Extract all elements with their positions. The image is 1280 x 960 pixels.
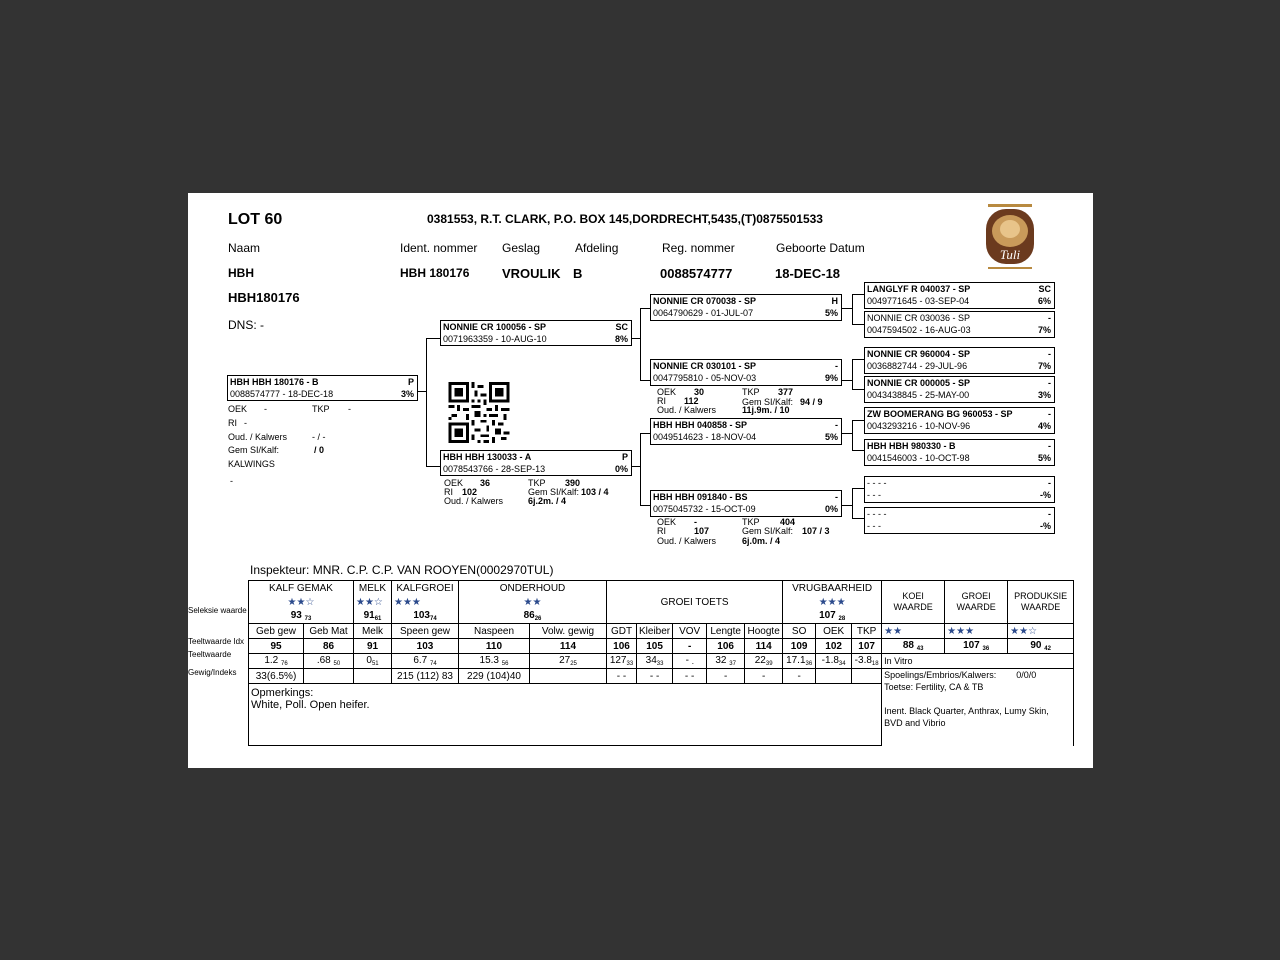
ggp-code: -	[1048, 441, 1051, 451]
animal-tkp-val: -	[348, 404, 351, 414]
animal-ri-label: RI	[228, 418, 237, 428]
grandparent-line2: 0049514623 - 18-NOV-04	[653, 432, 757, 442]
tw-cell: $34_{33}$	[637, 654, 673, 669]
tw-cell: $17.1_{36}$	[783, 654, 816, 669]
ggp-code: -	[1048, 378, 1051, 388]
idx-cell: 106	[607, 639, 637, 654]
reg-value: 0088574777	[660, 266, 733, 281]
gp4-tkp-label: TKP	[742, 517, 760, 527]
tw-cell: $27_{25}$	[530, 654, 607, 669]
grandparent-code: -	[835, 420, 838, 430]
header-tkp: TKP	[852, 624, 882, 639]
ggp-title: ZW BOOMERANG BG 960053 - SP	[867, 409, 1013, 419]
ggp-code: -	[1048, 313, 1051, 323]
header-geb-gew: Geb gew	[249, 624, 304, 639]
idx-produksie: 90 $_{42}$	[1008, 639, 1074, 654]
gp4-gem-label: Gem SI/Kalf:	[742, 526, 794, 536]
grandparent-code: -	[835, 492, 838, 502]
gp2-oek-label: OEK	[657, 387, 677, 397]
animal-gem-label: Gem SI/Kalf:	[228, 445, 280, 455]
gp2-oud-val: 11j.9m. / 10	[742, 405, 790, 415]
sire-code: SC	[615, 322, 628, 332]
header-volw-gewig: Volw. gewig	[530, 624, 607, 639]
grandparent-pct: 5%	[824, 308, 838, 318]
breed-logo	[983, 199, 1037, 274]
idx-cell: 114	[745, 639, 783, 654]
gp2-oud-label: Oud. / Kalwers	[657, 405, 717, 415]
ggp-title: NONNIE CR 960004 - SP	[867, 349, 971, 359]
stars-kalfgroei: ★★★	[392, 595, 459, 609]
grandparent-box-3	[650, 418, 842, 445]
tw-cell: 32 $_{37}$	[707, 654, 745, 669]
great-grandparent-box-8	[864, 507, 1055, 534]
grandparent-line2: 0075045732 - 15-OCT-09	[653, 504, 756, 514]
ggp-pct: 6%	[1037, 296, 1051, 306]
animal-ri-val: -	[244, 418, 247, 428]
header-geb-mat: Geb Mat	[304, 624, 354, 639]
dam-ri-val: 102	[462, 487, 478, 497]
header-naspeen: Naspeen	[459, 624, 530, 639]
animal-oud-label: Oud. / Kalwers	[228, 432, 288, 442]
gp4-oud-val: 6j.0m. / 4	[742, 536, 781, 546]
gew-cell: - -	[637, 669, 673, 684]
qr-code	[448, 382, 510, 443]
label-geslag: Geslag	[502, 241, 541, 255]
sel-kalfgroei: $103_{74}$	[392, 609, 459, 624]
grandparent-line2: 0047795810 - 05-NOV-03	[653, 373, 757, 383]
ggp-line2: 0036882744 - 29-JUL-96	[867, 361, 968, 371]
animal-pedigree-box	[227, 375, 418, 401]
great-grandparent-box-1	[864, 282, 1055, 309]
group-kalf-gemak: KALF GEMAK	[249, 581, 354, 596]
idx-cell: 106	[707, 639, 745, 654]
gp2-oek-val: 30	[694, 387, 705, 397]
gp2-tkp-label: TKP	[742, 387, 760, 397]
dns: DNS: -	[228, 318, 264, 332]
gew-cell	[852, 669, 882, 684]
sire-pct: 8%	[614, 334, 628, 344]
idx-cell: 105	[637, 639, 673, 654]
tw-cell: $127_{33}$	[607, 654, 637, 669]
grandparent-pct: 5%	[824, 432, 838, 442]
dam-pct: 0%	[614, 464, 628, 474]
tw-cell: - $_-$	[673, 654, 707, 669]
row-label-teeltwaarde: Teeltwaarde	[188, 650, 232, 659]
group-produksie-waarde: PRODUKSIE WAARDE	[1008, 581, 1074, 624]
tw-cell: $-3.8_{18}$	[852, 654, 882, 669]
idx-koei: 88 $_{43}$	[882, 639, 945, 654]
gp4-oek-val: -	[694, 517, 697, 527]
dam-ri-label: RI	[444, 487, 453, 497]
ident-value: HBH 180176	[400, 266, 470, 280]
header-oek: OEK	[816, 624, 852, 639]
ggp-title: NONNIE CR 000005 - SP	[867, 378, 971, 388]
sel-vrug: 107 $_{28}$	[783, 609, 882, 624]
gew-cell	[816, 669, 852, 684]
gp4-gem-val: 107 / 3	[802, 526, 830, 536]
idx-cell: 103	[392, 639, 459, 654]
name-line1: HBH	[228, 266, 254, 280]
idx-cell: 102	[816, 639, 852, 654]
gew-cell: - -	[607, 669, 637, 684]
ggp-title: LANGLYF R 040037 - SP	[867, 284, 971, 294]
owner-details: 0381553, R.T. CLARK, P.O. BOX 145,DORDRECHT,5435,(T)0875501533	[427, 212, 823, 226]
ggp-line2: 0049771645 - 03-SEP-04	[867, 296, 970, 306]
gew-cell: -	[707, 669, 745, 684]
gp2-ri-label: RI	[657, 396, 666, 406]
dam-title: HBH HBH 130033 - A	[443, 452, 532, 462]
grandparent-title: HBH HBH 040858 - SP	[653, 420, 748, 430]
inspector: Inspekteur: MNR. C.P. C.P. VAN ROOYEN(0002970TUL)	[250, 563, 554, 577]
dam-oud-label: Oud. / Kalwers	[444, 496, 504, 506]
gew-cell: 215 (112) 83	[392, 669, 459, 684]
label-afdeling: Afdeling	[575, 241, 619, 255]
ggp-pct: 7%	[1037, 325, 1051, 335]
ggp-pct: -%	[1040, 490, 1051, 500]
stars-onderhoud: ★★	[459, 595, 607, 609]
ggp-code: -	[1048, 478, 1051, 488]
repro-notes: Spoelings/Embrios/Kalwers: 0/0/0 Toetse: Fertility, CA & TB Inent. Black Quarter, Anthrax, Lumy Skin, BVD and Vibrio	[882, 669, 1074, 746]
dam-gem-label: Gem SI/Kalf:	[528, 487, 580, 497]
gew-cell: -	[783, 669, 816, 684]
gew-cell	[304, 669, 354, 684]
gew-cell	[354, 669, 392, 684]
auction-lot-sheet	[188, 193, 1093, 768]
great-grandparent-box-5	[864, 407, 1055, 434]
sel-melk: $91_{61}$	[354, 609, 392, 624]
animal-title: HBH HBH 180176 - B	[230, 377, 319, 387]
label-birth: Geboorte Datum	[776, 241, 865, 255]
ggp-pct: 3%	[1037, 390, 1051, 400]
lot-number: LOT 60	[228, 211, 283, 228]
animal-code: P	[407, 377, 414, 387]
sel-onderhoud: $86_{26}$	[459, 609, 607, 624]
gew-cell: - -	[673, 669, 707, 684]
ggp-title: - - - -	[867, 509, 887, 519]
dam-line2: 0078543766 - 28-SEP-13	[443, 464, 546, 474]
ggp-line2: 0041546003 - 10-OCT-98	[867, 453, 970, 463]
stars-kalf: ★★☆	[249, 595, 354, 609]
header-melk: Melk	[354, 624, 392, 639]
idx-cell: 91	[354, 639, 392, 654]
performance-table	[248, 580, 1074, 746]
great-grandparent-box-2	[864, 311, 1055, 338]
label-ident: Ident. nommer	[400, 241, 478, 255]
gew-cell: 33(6.5%)	[249, 669, 304, 684]
animal-kalwings: KALWINGS	[228, 459, 275, 469]
ggp-pct: 4%	[1037, 421, 1051, 431]
grandparent-title: HBH HBH 091840 - BS	[653, 492, 748, 502]
dam-oek-val: 36	[480, 478, 491, 488]
dam-oek-label: OEK	[444, 478, 464, 488]
gp2-gem-val: 94 / 9	[800, 397, 823, 407]
great-grandparent-box-4	[864, 376, 1055, 403]
group-vrugbaarheid: VRUGBAARHEID	[783, 581, 882, 596]
animal-oek-label: OEK	[228, 404, 248, 414]
grandparent-box-2	[650, 359, 842, 386]
header-vov: VOV	[673, 624, 707, 639]
dam-tkp-val: 390	[565, 478, 581, 488]
grandparent-code: -	[835, 361, 838, 371]
group-groei-toets: GROEI TOETS	[607, 581, 783, 624]
dam-pedigree-box	[440, 450, 632, 476]
sire-title: NONNIE CR 100056 - SP	[443, 322, 547, 332]
name-line2: HBH180176	[228, 290, 300, 305]
gew-cell: -	[745, 669, 783, 684]
idx-cell: -	[673, 639, 707, 654]
tw-cell: 6.7 $_{74}$	[392, 654, 459, 669]
ggp-line2: 0047594502 - 16-AUG-03	[867, 325, 971, 335]
grandparent-pct: 9%	[824, 373, 838, 383]
stars-melk: ★★☆	[354, 595, 392, 609]
great-grandparent-box-7	[864, 476, 1055, 503]
animal-pct: 3%	[400, 389, 414, 399]
gp4-ri-label: RI	[657, 526, 666, 536]
group-groei-waarde: GROEI WAARDE	[945, 581, 1008, 624]
header-speen-gew: Speen gew	[392, 624, 459, 639]
animal-gem-val: / 0	[314, 445, 325, 455]
gp4-tkp-val: 404	[780, 517, 796, 527]
gp4-oek-label: OEK	[657, 517, 677, 527]
animal-oek-val: -	[264, 404, 267, 414]
ggp-pct: 7%	[1037, 361, 1051, 371]
gp2-tkp-val: 377	[778, 387, 794, 397]
stars-produksie: ★★☆	[1008, 624, 1074, 639]
header-lengte: Lengte	[707, 624, 745, 639]
sel-kalf: 93 $_{73}$	[249, 609, 354, 624]
sire-line2: 0071963359 - 10-AUG-10	[443, 334, 547, 344]
animal-oud-val: - / -	[312, 432, 326, 442]
ggp-line2: - - -	[867, 490, 881, 500]
ggp-code: -	[1048, 349, 1051, 359]
idx-cell: 95	[249, 639, 304, 654]
sire-pedigree-box	[440, 320, 632, 346]
gp4-oud-label: Oud. / Kalwers	[657, 536, 717, 546]
header-hoogte: Hoogte	[745, 624, 783, 639]
dam-code: P	[621, 452, 628, 462]
remarks: Opmerkings: White, Poll. Open heifer.	[249, 684, 882, 746]
grandparent-line2: 0064790629 - 01-JUL-07	[653, 308, 754, 318]
idx-cell: 110	[459, 639, 530, 654]
header-so: SO	[783, 624, 816, 639]
grandparent-box-4	[650, 490, 842, 517]
tw-cell: 15.3 $_{56}$	[459, 654, 530, 669]
idx-cell: 114	[530, 639, 607, 654]
dam-oud-val: 6j.2m. / 4	[528, 496, 567, 506]
ggp-line2: 0043293216 - 10-NOV-96	[867, 421, 971, 431]
grandparent-box-1	[650, 294, 842, 321]
header-gdt: GDT	[607, 624, 637, 639]
label-naam: Naam	[228, 241, 261, 255]
group-melk: MELK	[354, 581, 392, 596]
ggp-title: NONNIE CR 030036 - SP	[867, 313, 971, 323]
grandparent-title: NONNIE CR 030101 - SP	[653, 361, 757, 371]
row-label-teeltwaarde-idx: Teeltwaarde Idx	[188, 637, 245, 646]
dam-gem-val: 103 / 4	[581, 487, 609, 497]
idx-cell: 107	[852, 639, 882, 654]
tw-cell: .68 $_{50}$	[304, 654, 354, 669]
gp4-ri-val: 107	[694, 526, 710, 536]
label-reg: Reg. nommer	[662, 241, 735, 255]
group-onderhoud: ONDERHOUD	[459, 581, 607, 596]
group-koei-waarde: KOEI WAARDE	[882, 581, 945, 624]
in-vitro: In Vitro	[882, 654, 1074, 669]
grandparent-pct: 0%	[824, 504, 838, 514]
row-label-gewig: Gewig/Indeks	[188, 668, 237, 677]
ggp-pct: 5%	[1037, 453, 1051, 463]
idx-cell: 86	[304, 639, 354, 654]
animal-line2: 0088574777 - 18-DEC-18	[230, 389, 334, 399]
stars-vrug: ★★★	[783, 595, 882, 609]
gew-cell: 229 (104)40	[459, 669, 530, 684]
idx-groei: 107 $_{36}$	[945, 639, 1008, 654]
ggp-title: - - - -	[867, 478, 887, 488]
ggp-line2: - - -	[867, 521, 881, 531]
ggp-code: SC	[1038, 284, 1051, 294]
gp2-gem-label: Gem SI/Kalf:	[742, 397, 794, 407]
row-label-seleksie: Seleksie waarde	[188, 606, 247, 615]
tw-cell: $0_{51}$	[354, 654, 392, 669]
ggp-code: -	[1048, 409, 1051, 419]
tw-cell: 1.2 $_{76}$	[249, 654, 304, 669]
stars-koei: ★★	[882, 624, 945, 639]
ggp-code: -	[1048, 509, 1051, 519]
great-grandparent-box-3	[864, 347, 1055, 374]
afdeling-value: B	[573, 266, 583, 281]
gew-cell	[530, 669, 607, 684]
grandparent-code: H	[831, 296, 838, 306]
tw-cell: $22_{39}$	[745, 654, 783, 669]
gp2-ri-val: 112	[684, 396, 699, 406]
idx-cell: 109	[783, 639, 816, 654]
animal-tkp-label: TKP	[312, 404, 330, 414]
group-kalfgroei: KALFGROEI	[392, 581, 459, 596]
great-grandparent-box-6	[864, 439, 1055, 466]
ggp-pct: -%	[1040, 521, 1051, 531]
ggp-line2: 0043438845 - 25-MAY-00	[867, 390, 970, 400]
sex-value: VROULIK	[502, 266, 561, 281]
logo-text: Tuli	[999, 247, 1021, 262]
stars-groei: ★★★	[945, 624, 1008, 639]
grandparent-title: NONNIE CR 070038 - SP	[653, 296, 757, 306]
ggp-title: HBH HBH 980330 - B	[867, 441, 956, 451]
birth-value: 18-DEC-18	[775, 266, 841, 281]
animal-kalwings-dash: -	[230, 476, 233, 486]
tw-cell: $-1.8_{34}$	[816, 654, 852, 669]
header-kleiber: Kleiber	[637, 624, 673, 639]
dam-tkp-label: TKP	[528, 478, 546, 488]
